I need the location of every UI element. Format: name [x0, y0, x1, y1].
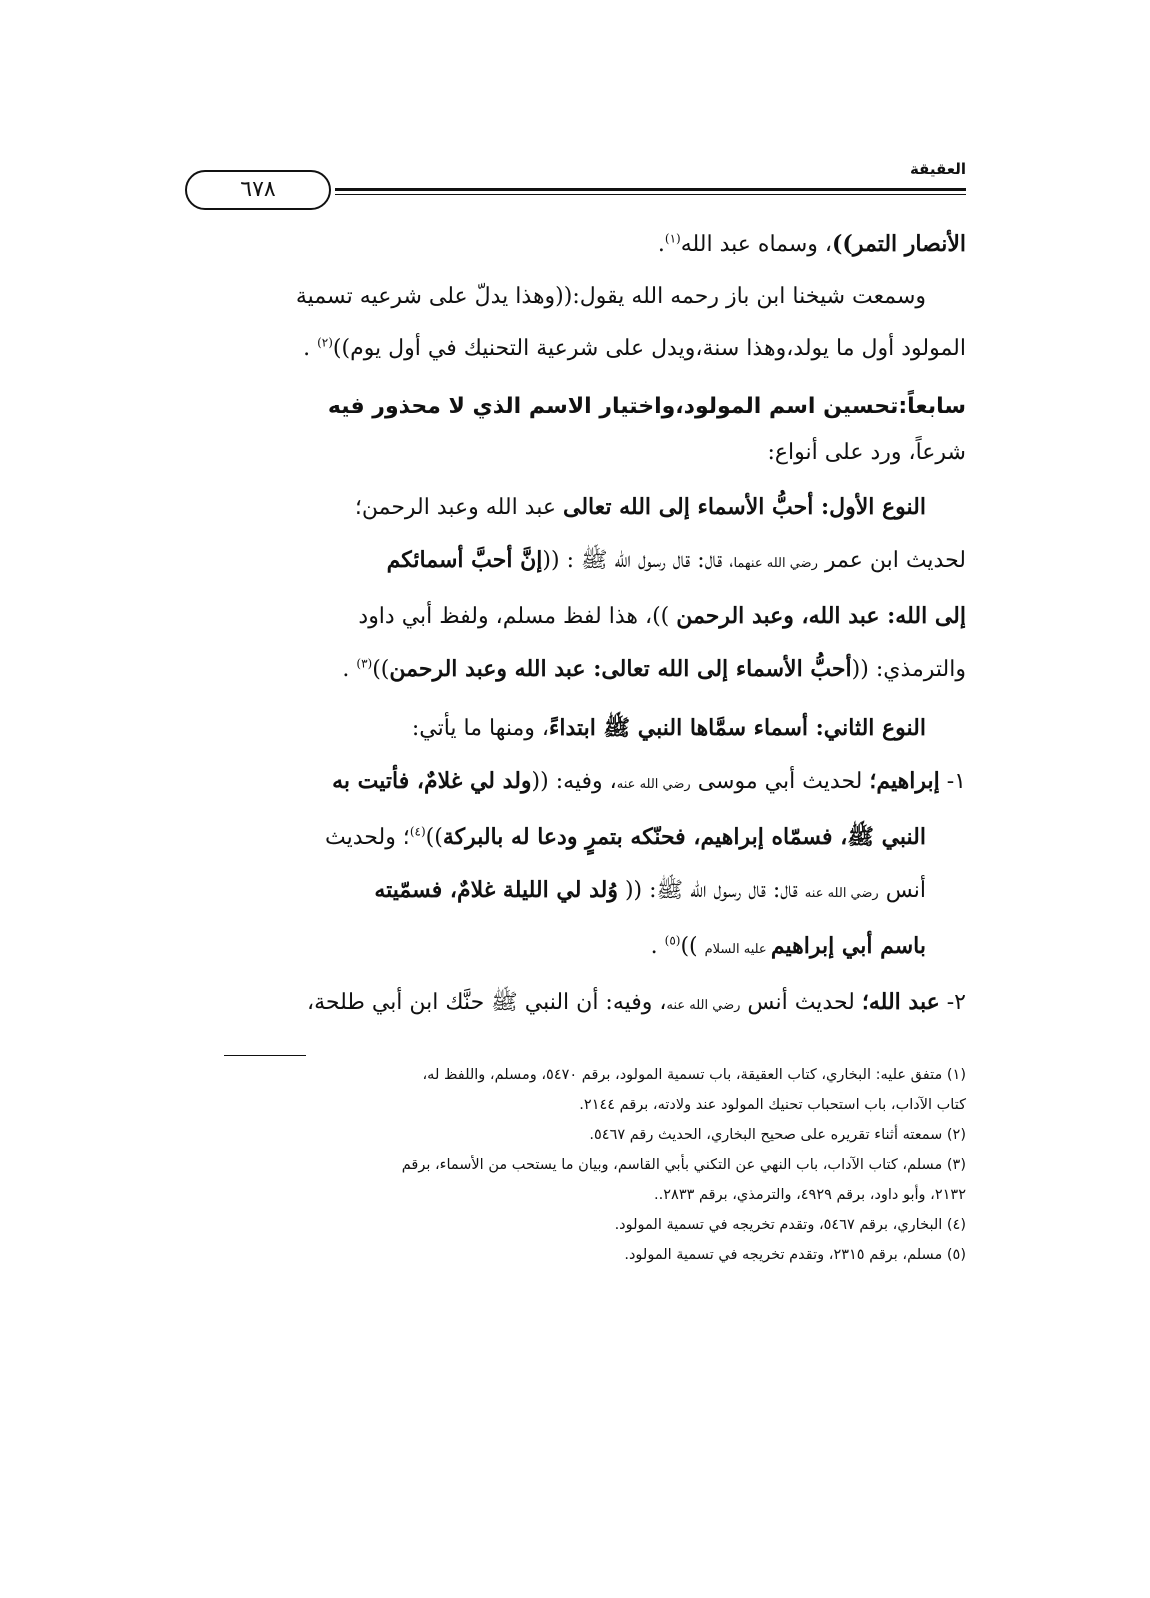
running-title: العقيقة: [909, 160, 966, 178]
text-line: النوع الأول: أحبُّ الأسماء إلى الله تعالى عبد الله وعبد الرحمن؛: [354, 494, 926, 520]
page-header: [185, 160, 966, 218]
text-line: وسمعت شيخنا ابن باز رحمه الله يقول:((وهذا يدلّ على شرعيه تسمية: [295, 284, 926, 309]
footnote-rule: [224, 1055, 306, 1056]
footnote-ref: (٢): [317, 335, 333, 350]
text-line: النبي ﷺ، فسمّاه إبراهيم، فحنّكه بتمرٍ ودعا له بالبركة))$^{(٤)}$؛ ولحديث: [325, 824, 926, 850]
text-line: النوع الثاني: أسماء سمَّاها النبي ﷺ ابتداءً، ومنها ما يأتي:: [411, 715, 926, 741]
main-text: [185, 218, 966, 1032]
honorific: رضي الله عنه: [804, 886, 879, 901]
footnote-ref: (١): [664, 231, 681, 246]
book-page: [185, 160, 966, 1270]
text-line: لحديث ابن عمر رضي الله عنهما، قال: قال رسول الله ﷺ : ((إنَّ أحبَّ أسمائكم: [386, 547, 966, 573]
footnote-ref: (٥): [664, 933, 681, 948]
text-line: شرعاً، ورد على أنواع:: [767, 440, 966, 465]
section-heading: سابعاً:تحسين اسم المولود،واختيار الاسم الذي لا محذور فيه: [327, 394, 966, 419]
text-line: أنس رضي الله عنه قال: قال رسول الله ﷺ: (( وُلد لي الليلة غلامٌ، فسمّيته: [374, 877, 926, 903]
page-number: ٦٧٨: [185, 170, 331, 210]
footnote: (١) متفق عليه: البخاري، كتاب العقيقة، باب تسمية المولود، برقم ٥٤٧٠، ومسلم، واللفظ له،: [422, 1067, 966, 1083]
text-line: باسم أبي إبراهيم عليه السلام ))$^{(٥)}$ .: [650, 933, 926, 959]
honorific: رضي الله عنه: [616, 777, 691, 792]
footnotes: [185, 1044, 966, 1270]
honorific: رضي الله عنهما: [733, 556, 818, 571]
footnote: (٣) مسلم، كتاب الآداب، باب النهي عن التكني بأبي القاسم، وبيان ما يستحب من الأسماء، برقم: [401, 1157, 966, 1173]
header-rule-thick: [335, 188, 966, 191]
footnote: (٥) مسلم، برقم ٢٣١٥، وتقدم تخريجه في تسمية المولود.: [624, 1247, 966, 1263]
footnote: (٢) سمعته أثناء تقريره على صحيح البخاري، الحديث رقم ٥٤٦٧.: [589, 1127, 966, 1143]
text-line: إلى الله: عبد الله، وعبد الرحمن ))، هذا لفظ مسلم، ولفظ أبي داود: [358, 603, 966, 629]
text-line: والترمذي: ((أحبُّ الأسماء إلى الله تعالى: عبد الله وعبد الرحمن))$^{(٣)}$ .: [342, 656, 966, 682]
text-line: الأنصار التمر))، وسماه عبد الله$^{(١)}$.: [657, 231, 966, 257]
footnote-ref: (٤): [409, 824, 426, 839]
list-item: ١- إبراهيم؛ لحديث أبي موسى رضي الله عنه، وفيه: ((ولد لي غلامٌ، فأتيت به: [332, 768, 966, 794]
footnote-continuation: كتاب الآداب، باب استحباب تحنيك المولود عند ولادته، برقم ٢١٤٤.: [579, 1097, 966, 1113]
honorific: رضي الله عنه: [666, 998, 741, 1013]
footnote: (٤) البخاري، برقم ٥٤٦٧، وتقدم تخريجه في تسمية المولود.: [614, 1217, 966, 1233]
text-line: المولود أول ما يولد،وهذا سنة،ويدل على شرعية التحنيك في أول يوم))$^{(٢)}$ .: [303, 335, 966, 361]
header-rule-thin: [335, 194, 966, 195]
honorific: عليه السلام: [704, 942, 771, 957]
list-item: ٢- عبد الله؛ لحديث أنس رضي الله عنه، وفيه: أن النبي ﷺ حنَّك ابن أبي طلحة،: [306, 989, 966, 1015]
footnote-continuation: ٢١٣٢، وأبو داود، برقم ٤٩٢٩، والترمذي، برقم ٢٨٣٣..: [654, 1187, 966, 1203]
footnote-ref: (٣): [356, 656, 373, 671]
